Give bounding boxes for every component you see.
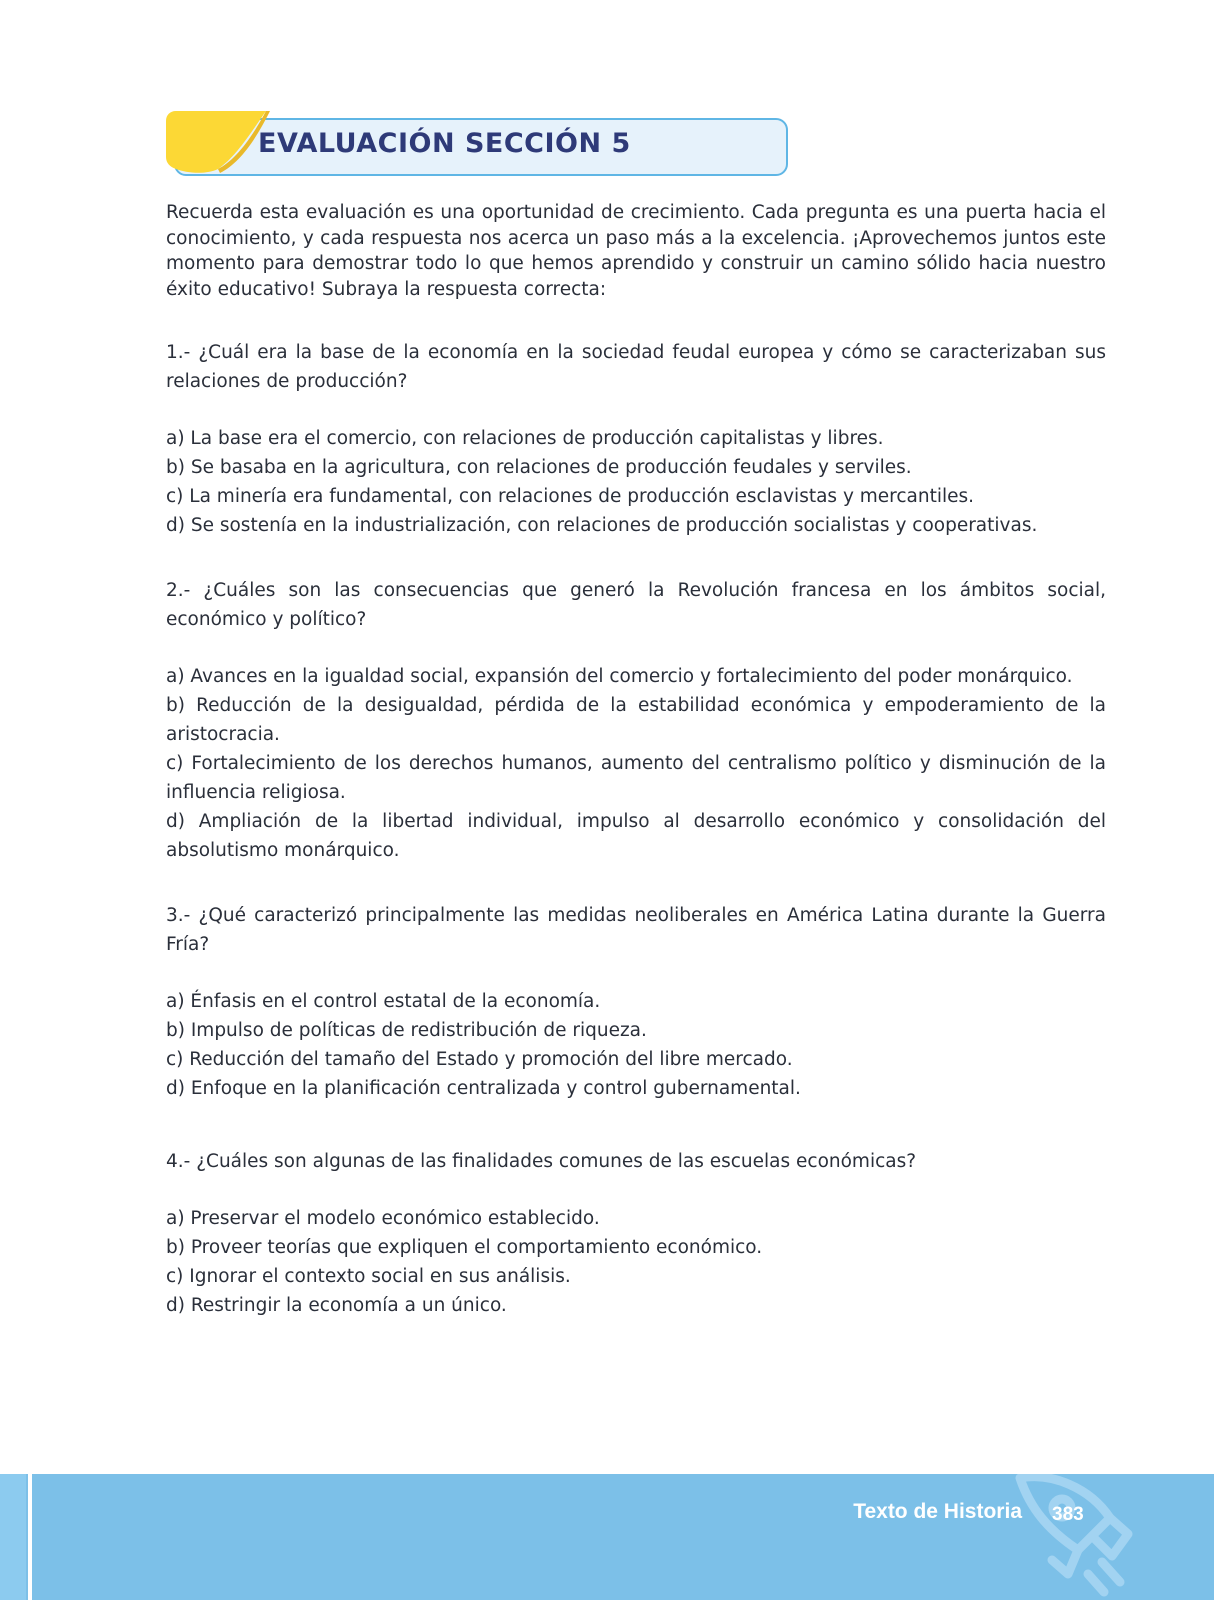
answer-options	[166, 424, 1106, 540]
answer-options	[166, 987, 1106, 1103]
question-text: 1.- ¿Cuál era la base de la economía en la sociedad feudal europea y cómo se caracterizaban sus relaciones de producción?	[166, 342, 1106, 393]
question-text: 3.- ¿Qué caracterizó principalmente las medidas neoliberales en América Latina durante la Guerra Fría?	[166, 905, 1106, 956]
answer-option[interactable]: b) Se basaba en la agricultura, con relaciones de producción feudales y serviles.	[166, 457, 912, 479]
question-4	[166, 1147, 1106, 1320]
intro-paragraph: Recuerda esta evaluación es una oportunidad de crecimiento. Cada pregunta es una puerta hacia el conocimiento, y cada respuesta nos acerca un paso más a la excelencia. ¡Aprovechemos juntos este momento para demostrar todo lo que hemos aprendido y construir un camino sólido hacia nuestro éxito educativo! Subraya la respuesta correcta:	[166, 202, 1106, 300]
footer-divider	[28, 1474, 32, 1600]
answer-option[interactable]: d) Restringir la economía a un único.	[166, 1295, 507, 1317]
evaluation-content	[166, 200, 1106, 1320]
page-title: EVALUACIÓN SECCIÓN 5	[258, 128, 631, 159]
answer-options	[166, 1204, 1106, 1320]
answer-option[interactable]: a) Avances en la igualdad social, expansión del comercio y fortalecimiento del poder monárquico.	[166, 666, 1073, 688]
section-header	[166, 111, 796, 181]
answer-option[interactable]: d) Ampliación de la libertad individual, impulso al desarrollo económico y consolidación del absolutismo monárquico.	[166, 811, 1106, 862]
answer-option[interactable]: c) Reducción del tamaño del Estado y promoción del libre mercado.	[166, 1049, 793, 1071]
answer-option[interactable]: d) Se sostenía en la industrialización, con relaciones de producción socialistas y cooperativas.	[166, 515, 1038, 537]
answer-option[interactable]: a) Énfasis en el control estatal de la economía.	[166, 991, 601, 1013]
question-text: 2.- ¿Cuáles son las consecuencias que generó la Revolución francesa en los ámbitos social, económico y político?	[166, 580, 1106, 631]
question-text: 4.- ¿Cuáles son algunas de las finalidades comunes de las escuelas económicas?	[166, 1151, 917, 1173]
answer-option[interactable]: b) Impulso de políticas de redistribución de riqueza.	[166, 1020, 647, 1042]
page-number: 383	[1052, 1504, 1084, 1525]
rocket-icon	[1012, 1474, 1152, 1600]
question-3	[166, 901, 1106, 1103]
answer-option[interactable]: c) Fortalecimiento de los derechos humanos, aumento del centralismo político y disminución de la influencia religiosa.	[166, 753, 1106, 804]
question-1	[166, 338, 1106, 540]
answer-option[interactable]: c) Ignorar el contexto social en sus análisis.	[166, 1266, 571, 1288]
answer-options	[166, 662, 1106, 865]
answer-option[interactable]: c) La minería era fundamental, con relaciones de producción esclavistas y mercantiles.	[166, 486, 975, 508]
answer-option[interactable]: d) Enfoque en la planificación centralizada y control gubernamental.	[166, 1078, 801, 1100]
footer-left-band	[0, 1474, 26, 1600]
question-2	[166, 576, 1106, 865]
book-title: Texto de Historia	[853, 1500, 1022, 1523]
answer-option[interactable]: b) Proveer teorías que expliquen el comportamiento económico.	[166, 1237, 763, 1259]
answer-option[interactable]: a) Preservar el modelo económico establecido.	[166, 1208, 600, 1230]
page-footer	[0, 1474, 1214, 1600]
answer-option[interactable]: a) La base era el comercio, con relaciones de producción capitalistas y libres.	[166, 428, 884, 450]
answer-option[interactable]: b) Reducción de la desigualdad, pérdida de la estabilidad económica y empoderamiento de la aristocracia.	[166, 695, 1106, 746]
